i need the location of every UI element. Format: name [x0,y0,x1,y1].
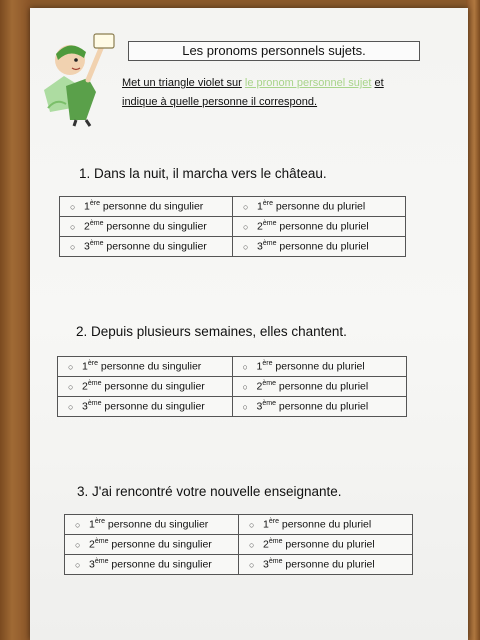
option-pluriel-2[interactable] [233,217,406,237]
option-ordinal: ème [89,240,104,248]
option-row [65,555,413,575]
option-number: 2 [82,380,88,393]
radio-circle-icon[interactable]: ○ [75,519,81,530]
option-pluriel-3[interactable] [232,397,407,417]
worksheet-page [30,8,468,640]
option-row [58,377,407,397]
option-ordinal: ème [268,558,283,566]
option-ordinal: ère [268,518,279,526]
options-table-2 [57,356,407,417]
option-ordinal: ème [87,380,102,388]
option-singulier-3[interactable] [60,237,233,257]
option-pluriel-1[interactable] [233,197,406,217]
radio-circle-icon[interactable]: ○ [242,361,248,372]
option-ordinal: ème [89,220,104,228]
desk-right [466,0,480,640]
option-label: personne du singulier [103,220,207,233]
option-number: 3 [82,400,88,413]
option-row [60,237,406,257]
option-singulier-1[interactable] [65,515,239,535]
option-pluriel-1[interactable] [232,357,407,377]
option-label: personne du singulier [108,538,212,551]
option-ordinal: ème [262,220,277,228]
option-ordinal: ère [262,360,273,368]
option-number: 3 [89,558,95,571]
option-label: personne du pluriel [272,360,365,373]
option-label: personne du pluriel [275,400,369,413]
option-ordinal: ème [87,400,102,408]
option-number: 3 [263,558,269,571]
option-ordinal: ème [262,400,276,408]
option-label: personne du pluriel [282,538,375,551]
radio-circle-icon[interactable]: ○ [70,241,76,252]
option-number: 1 [256,360,263,373]
radio-circle-icon[interactable]: ○ [243,221,249,232]
option-ordinal: ème [94,558,109,566]
option-label: personne du pluriel [278,518,372,531]
option-label: personne du singulier [101,380,205,393]
option-number: 1 [263,518,269,531]
radio-circle-icon[interactable]: ○ [75,539,81,550]
worksheet-title: Les pronoms personnels sujets. [128,41,420,61]
option-ordinal: ème [262,240,277,248]
radio-circle-icon[interactable]: ○ [68,381,74,392]
option-label: personne du singulier [99,200,204,213]
option-ordinal: ère [94,518,105,526]
option-ordinal: ème [262,380,276,388]
radio-circle-icon[interactable]: ○ [249,519,255,530]
option-number: 3 [257,240,263,253]
option-row [65,515,413,535]
radio-circle-icon[interactable]: ○ [249,559,255,570]
option-singulier-1[interactable] [58,357,233,377]
question-3: 3. J'ai rencontré votre nouvelle enseignante. [77,484,342,499]
radio-circle-icon[interactable]: ○ [243,201,249,212]
option-number: 1 [257,200,263,213]
option-label: personne du singulier [103,240,207,253]
option-number: 1 [82,360,88,373]
radio-circle-icon[interactable]: ○ [243,241,249,252]
option-singulier-3[interactable] [65,555,239,575]
option-pluriel-2[interactable] [232,377,407,397]
option-number: 2 [84,220,90,233]
radio-circle-icon[interactable]: ○ [68,401,74,412]
option-row [60,197,406,217]
instruction-highlight: le pronom personnel sujet [244,77,372,89]
option-ordinal: ème [268,538,283,546]
option-row [65,535,413,555]
option-label: personne du pluriel [275,380,369,393]
instruction-part2: et indique à quelle personne il correspond. [122,77,384,108]
option-label: personne du pluriel [272,200,366,213]
option-ordinal: ère [87,360,98,368]
question-2: 2. Depuis plusieurs semaines, elles chantent. [76,324,347,339]
option-singulier-1[interactable] [60,197,233,217]
option-label: personne du pluriel [276,220,369,233]
options-table-1 [59,196,406,257]
radio-circle-icon[interactable]: ○ [242,381,248,392]
radio-circle-icon[interactable]: ○ [75,559,81,570]
question-1: 1. Dans la nuit, il marcha vers le château. [79,166,327,181]
desk-left [0,0,30,640]
option-number: 1 [89,518,95,531]
option-singulier-2[interactable] [65,535,239,555]
option-pluriel-2[interactable] [239,535,413,555]
radio-circle-icon[interactable]: ○ [68,361,74,372]
option-row [58,397,407,417]
option-ordinal: ère [89,200,100,208]
option-number: 3 [256,400,263,413]
instruction-part1: Met un triangle violet sur [122,77,242,89]
option-row [58,357,407,377]
option-label: personne du singulier [101,400,205,413]
option-number: 2 [89,538,95,551]
child-with-scroll-icon [36,28,118,128]
option-number: 3 [84,240,90,253]
option-singulier-3[interactable] [58,397,233,417]
option-pluriel-1[interactable] [239,515,413,535]
option-pluriel-3[interactable] [233,237,406,257]
option-label: personne du pluriel [276,240,369,253]
option-number: 2 [257,220,263,233]
option-label: personne du singulier [104,518,209,531]
option-pluriel-3[interactable] [239,555,413,575]
option-label: personne du singulier [108,558,212,571]
option-label: personne du pluriel [282,558,375,571]
option-singulier-2[interactable] [58,377,233,397]
radio-circle-icon[interactable]: ○ [242,401,248,412]
options-table-3 [64,514,413,575]
option-label: personne du singulier [97,360,202,373]
option-number: 2 [263,538,269,551]
option-ordinal: ère [262,200,273,208]
radio-circle-icon[interactable]: ○ [70,201,76,212]
option-number: 1 [84,200,90,213]
option-singulier-2[interactable] [60,217,233,237]
option-row [60,217,406,237]
option-ordinal: ème [94,538,109,546]
instruction-text [122,74,422,112]
radio-circle-icon[interactable]: ○ [70,221,76,232]
radio-circle-icon[interactable]: ○ [249,539,255,550]
option-number: 2 [256,380,263,393]
